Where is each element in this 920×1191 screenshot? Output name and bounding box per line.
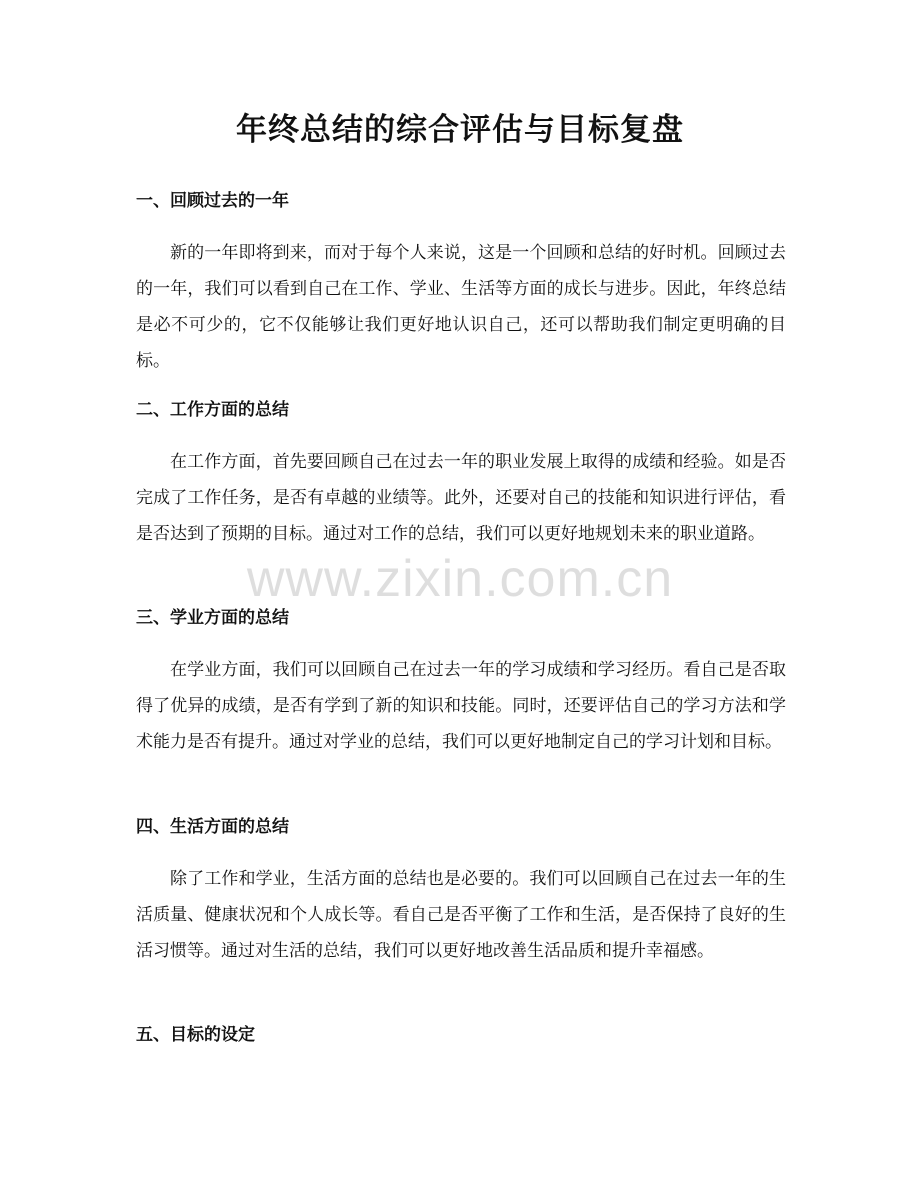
section-heading: 五、目标的设定	[136, 1025, 255, 1045]
section-review-past-year	[136, 189, 786, 379]
section-life-summary	[136, 815, 786, 969]
section-paragraph: 在工作方面，首先要回顾自己在过去一年的职业发展上取得的成绩和经验。如是否完成了工作任务，是否有卓越的业绩等。此外，还要对自己的技能和知识进行评估，看是否达到了预期的目标。通过对工作的总结，我们可以更好地规划未来的职业道路。	[136, 452, 786, 544]
section-study-summary	[136, 606, 786, 760]
section-heading: 一、回顾过去的一年	[136, 191, 289, 211]
section-heading: 三、学业方面的总结	[136, 608, 289, 628]
section-work-summary	[136, 398, 786, 552]
watermark-text: www.zixin.com.cn	[246, 550, 674, 608]
section-heading: 二、工作方面的总结	[136, 400, 289, 420]
section-paragraph: 在学业方面，我们可以回顾自己在过去一年的学习成绩和学习经历。看自己是否取得了优异的成绩，是否有学到了新的知识和技能。同时，还要评估自己的学习方法和学术能力是否有提升。通过对学业的总结，我们可以更好地制定自己的学习计划和目标。	[136, 660, 786, 752]
page-title: 年终总结的综合评估与目标复盘	[236, 112, 684, 148]
section-heading: 四、生活方面的总结	[136, 817, 289, 837]
section-paragraph: 新的一年即将到来，而对于每个人来说，这是一个回顾和总结的好时机。回顾过去的一年，我们可以看到自己在工作、学业、生活等方面的成长与进步。因此，年终总结是必不可少的，它不仅能够让我们更好地认识自己，还可以帮助我们制定更明确的目标。	[136, 243, 786, 371]
section-paragraph: 除了工作和学业，生活方面的总结也是必要的。我们可以回顾自己在过去一年的生活质量、健康状况和个人成长等。看自己是否平衡了工作和生活，是否保持了良好的生活习惯等。通过对生活的总结，我们可以更好地改善生活品质和提升幸福感。	[136, 869, 786, 961]
section-goal-setting	[136, 1023, 786, 1047]
